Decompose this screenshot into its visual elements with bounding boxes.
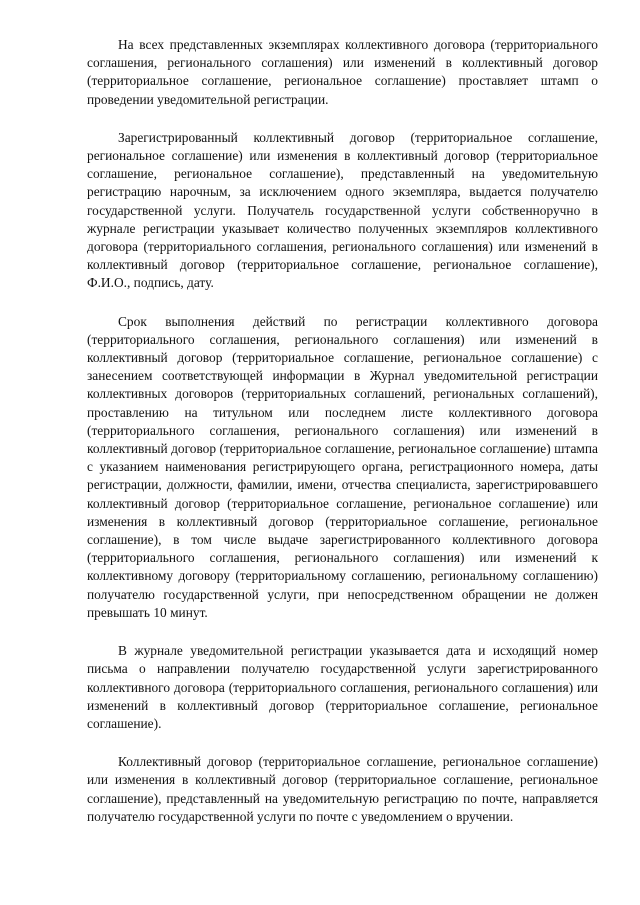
paragraph-journal: В журнале уведомительной регистрации указывается дата и исходящий номер письма о направлении получателю государственной услуги зарегистрированного коллективного договора (территориального соглашения, регионального соглашения) или изменений в коллективный договор (территориальное соглашение, региональное соглашение). — [87, 643, 598, 731]
paragraph-mail: Коллективный договор (территориальное соглашение, региональное соглашение) или изменения в коллективный договор (территориальное соглашение, региональное соглашение), представленный на уведомительную регистрацию по почте, направляется получателю государственной услуги по почте с уведомлением о вручении. — [87, 754, 598, 824]
paragraph-deadline: Срок выполнения действий по регистрации коллективного договора (территориального соглашения, регионального соглашения) или изменений в коллективный договор (территориальное соглашение, региональное соглашение) с занесением соответствующей информации в Журнал уведомительной регистрации коллективных договоров (территориальных соглашений, региональных соглашений), проставлению на титульном или последнем листе коллективного договора (территориального соглашения, регионального соглашения) или изменений в коллективный договор (территориальное соглашение, региональное соглашение) штампа с указанием наименования регистрирующего органа, регистрационного номера, даты регистрации, должности, фамилии, имени, отчества специалиста, зарегистрировавшего коллективный договор (территориальное соглашение, региональное соглашение) или изменения в коллективный договор (территориальное соглашение, региональное соглашение), в том числе выдаче зарегистрированного коллективного договора (территориального соглашения, регионального соглашения) или изменений к коллективному договору (территориальному соглашению, региональному соглашению) получателю государственной услуги, при непосредственном обращении не должен превышать 10 минут. — [87, 313, 598, 620]
paragraph-issuance: Зарегистрированный коллективный договор (территориальное соглашение, региональное соглашение) или изменения в коллективный договор (территориальное соглашение, региональное соглашение), представленный на уведомительную регистрацию нарочным, за исключением одного экземпляра, выдается получателю государственной услуги. Получатель государственной услуги собственноручно в журнале регистрации указывает количество полученных экземпляров коллективного договора (территориального соглашения, регионального соглашения) или изменений в коллективный договор (территориальное соглашение, региональное соглашение), Ф.И.О., подпись, дату. — [87, 129, 598, 291]
paragraph-stamp: На всех представленных экземплярах коллективного договора (территориального соглашения, регионального соглашения) или изменений в коллективный договор (территориальное соглашение, региональное соглашение) проставляет штамп о проведении уведомительной регистрации. — [87, 37, 598, 107]
